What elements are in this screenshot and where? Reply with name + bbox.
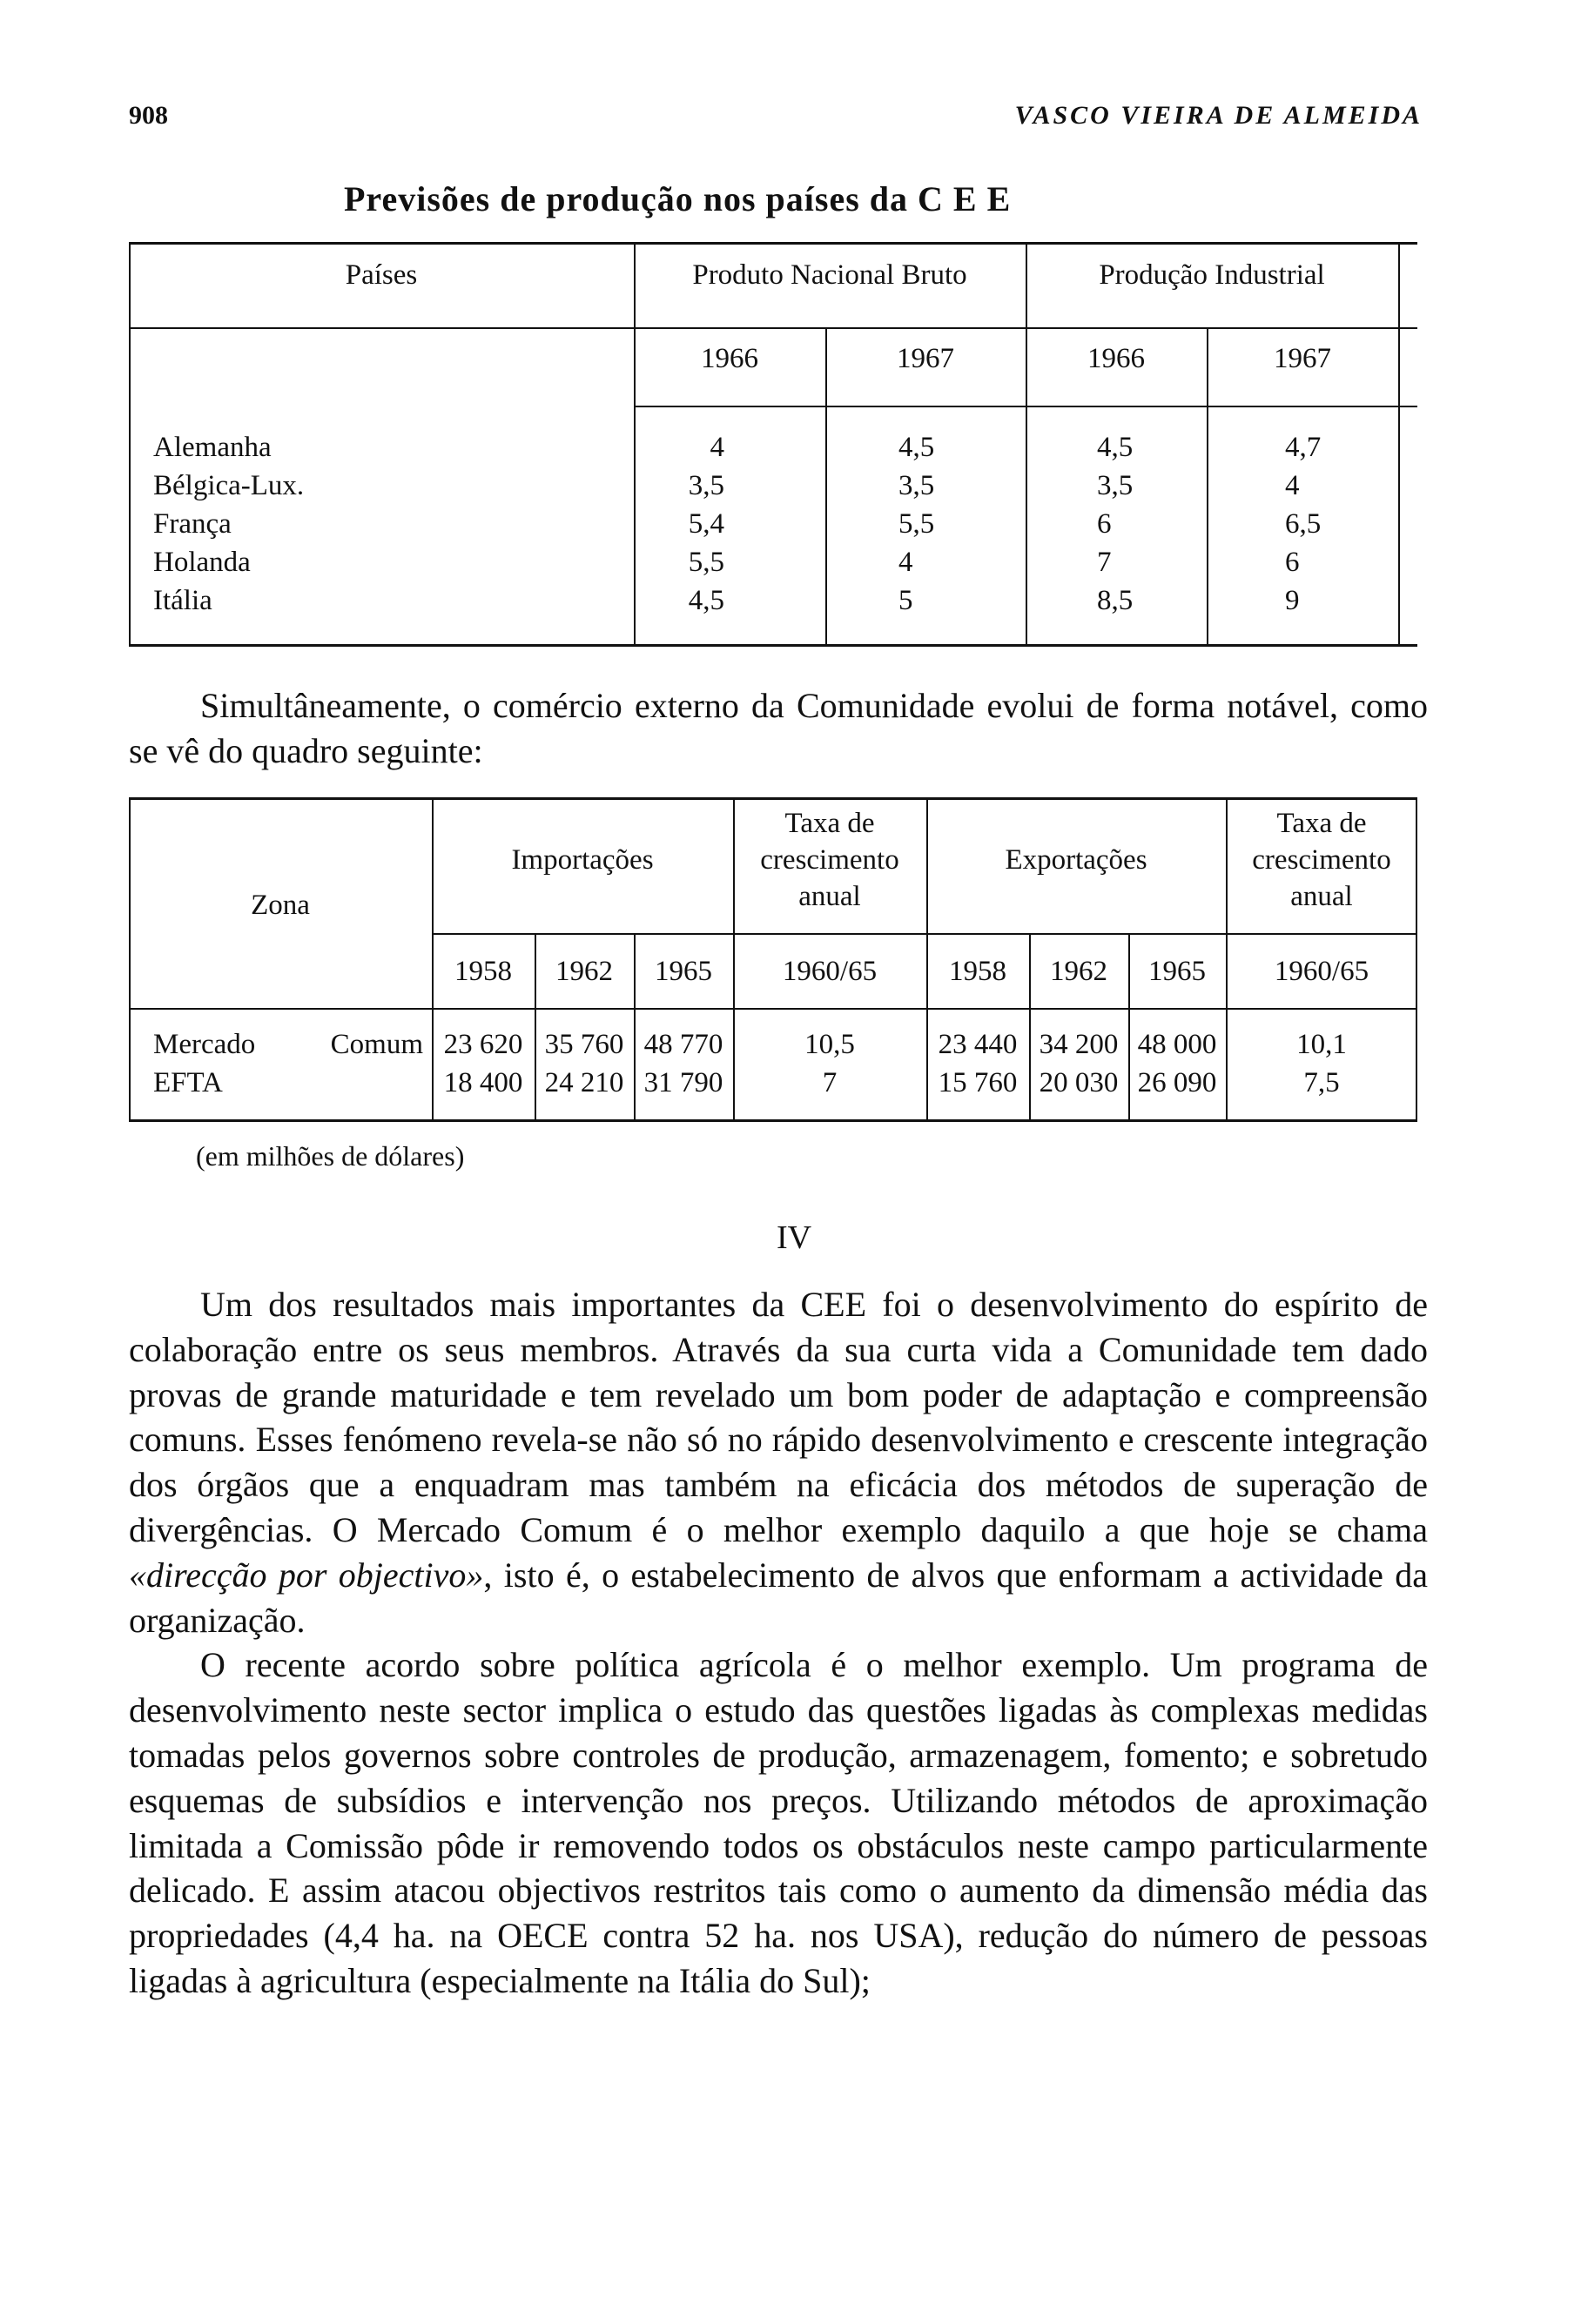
rule (1398, 242, 1400, 646)
gnp-1967-value: 5 (898, 585, 913, 616)
body-text (129, 1282, 1428, 2004)
industrial-1966-value: 8,5 (1097, 585, 1134, 616)
gnp-1966-value: 4,5 (688, 585, 724, 616)
header-exports: Exportações (1005, 844, 1147, 876)
export-growth-value: 10,1 (1296, 1029, 1347, 1060)
gnp-1966-value: 3,5 (688, 470, 724, 501)
import-value: 23 620 (443, 1029, 523, 1060)
zone-name: EFTA (153, 1067, 223, 1098)
export-value: 48 000 (1137, 1029, 1217, 1060)
intro-text: Simultâneamente, o comércio externo da Comunidade evolui de forma notável, como se vê do quadro seguinte: (129, 686, 1428, 770)
header-industrial: Produção Industrial (1099, 259, 1325, 291)
rule (129, 242, 131, 646)
import-growth-period: 1960/65 (782, 956, 878, 987)
industrial-1966-value: 7 (1097, 547, 1112, 578)
gnp-1967-value: 5,5 (898, 508, 935, 540)
import-value: 18 400 (443, 1067, 523, 1098)
country-name: Itália (153, 585, 212, 616)
emphasis-quote: «direcção por objectivo» (129, 1555, 484, 1595)
table1-title: Previsões de produção nos países da C E E (344, 179, 1012, 218)
export-growth-value: 7,5 (1303, 1067, 1340, 1098)
industrial-1966-value: 6 (1097, 508, 1112, 540)
header-zone: Zona (251, 890, 310, 921)
rule (432, 933, 1417, 935)
header-exports-growth-line1: Taxa de (1276, 808, 1367, 839)
header-imports-growth-line1: Taxa de (784, 808, 875, 839)
header-countries: Países (345, 259, 418, 291)
export-value: 23 440 (938, 1029, 1018, 1060)
rule (129, 797, 131, 1121)
industrial-1967-value: 9 (1285, 585, 1300, 616)
export-year-header: 1965 (1148, 956, 1206, 987)
rule (129, 1008, 1417, 1010)
country-name: Alemanha (153, 432, 272, 463)
industrial-1966-value: 3,5 (1097, 470, 1134, 501)
running-title: VASCO VIEIRA DE ALMEIDA (1014, 101, 1423, 130)
gnp-1966-value: 4 (710, 432, 724, 463)
year-header: 1967 (1274, 343, 1331, 374)
year-header: 1966 (701, 343, 758, 374)
header-exports-growth-line2: crescimento (1252, 844, 1391, 876)
export-year-header: 1958 (949, 956, 1006, 987)
industrial-1967-value: 4,7 (1285, 432, 1322, 463)
industrial-1967-value: 6,5 (1285, 508, 1322, 540)
import-value: 24 210 (544, 1067, 624, 1098)
rule (129, 797, 1417, 800)
year-header: 1966 (1087, 343, 1145, 374)
import-growth-value: 7 (822, 1067, 838, 1098)
export-year-header: 1962 (1050, 956, 1107, 987)
country-name: França (153, 508, 232, 540)
header-gnp: Produto Nacional Bruto (692, 259, 967, 291)
country-name: Holanda (153, 547, 251, 578)
export-growth-period: 1960/65 (1274, 956, 1369, 987)
paragraph-1-text: Um dos resultados mais importantes da CEE foi o desenvolvimento do espírito de colaboração entre os seus membros. Através da sua curta vida a Comunidade tem dado provas de grande maturidade e tem revelado um bom poder de adaptação e compreensão comuns. Esses fenómeno revela-se não só no rápido desenvolvimento e crescente integração dos órgãos que a enquadram mas também na eficácia dos métodos de superação de divergências. O Mercado Comum é o melhor exemplo daquilo a que hoje se chama (129, 1285, 1428, 1549)
gnp-1966-value: 5,4 (688, 508, 724, 540)
paragraph-2: O recente acordo sobre política agrícola é o melhor exemplo. Um programa de desenvolvimento neste sector implica o estudo das questões ligadas às complexas medidas tomadas pelos governos sobre controles de produção, armazenagem, fomento; e sobretudo esquemas de subsídios e intervenção nos preços. Utilizando métodos de aproximação limitada a Comissão pôde ir removendo todos os obstáculos neste campo particularmente delicado. E assim atacou objectivos restritos tais como o aumento da dimensão média das propriedades (4,4 ha. na OECE contra 52 ha. nos USA), redução do número de pessoas ligadas à agricultura (especialmente na Itália do Sul); (129, 1645, 1428, 2000)
gnp-1967-value: 4 (898, 547, 913, 578)
table2-note: (em milhões de dólares) (196, 1140, 465, 1172)
export-value: 20 030 (1039, 1067, 1119, 1098)
import-year-header: 1958 (454, 956, 512, 987)
page-number: 908 (129, 101, 168, 130)
zone-name: Mercado Comum (153, 1029, 423, 1060)
import-value: 31 790 (643, 1067, 723, 1098)
header-exports-growth-line3: anual (1290, 881, 1353, 912)
rule (129, 644, 1417, 647)
intro-paragraph (129, 683, 1428, 774)
export-value: 34 200 (1039, 1029, 1119, 1060)
gnp-1967-value: 4,5 (898, 432, 935, 463)
paragraph-1 (129, 1282, 1428, 1642)
industrial-1967-value: 4 (1285, 470, 1300, 501)
rule (129, 1119, 1417, 1122)
paragraph-1-text-end: , isto é, o estabelecimento de alvos que enformam a actividade da organização. (129, 1555, 1429, 1640)
gnp-1967-value: 3,5 (898, 470, 935, 501)
industrial-1967-value: 6 (1285, 547, 1300, 578)
industrial-1966-value: 4,5 (1097, 432, 1134, 463)
export-value: 26 090 (1137, 1067, 1217, 1098)
gnp-1966-value: 5,5 (688, 547, 724, 578)
section-heading: IV (776, 1219, 812, 1256)
import-value: 35 760 (544, 1029, 624, 1060)
rule (129, 327, 634, 329)
header-imports-growth-line3: anual (798, 881, 861, 912)
import-year-header: 1962 (555, 956, 613, 987)
import-year-header: 1965 (655, 956, 712, 987)
rule (129, 242, 1417, 245)
export-value: 15 760 (938, 1067, 1018, 1098)
header-imports: Importações (511, 844, 654, 876)
import-growth-value: 10,5 (804, 1029, 855, 1060)
year-header: 1967 (897, 343, 954, 374)
header-imports-growth-line2: crescimento (760, 844, 899, 876)
rule (1026, 242, 1027, 646)
import-value: 48 770 (643, 1029, 723, 1060)
country-name: Bélgica-Lux. (153, 470, 305, 501)
